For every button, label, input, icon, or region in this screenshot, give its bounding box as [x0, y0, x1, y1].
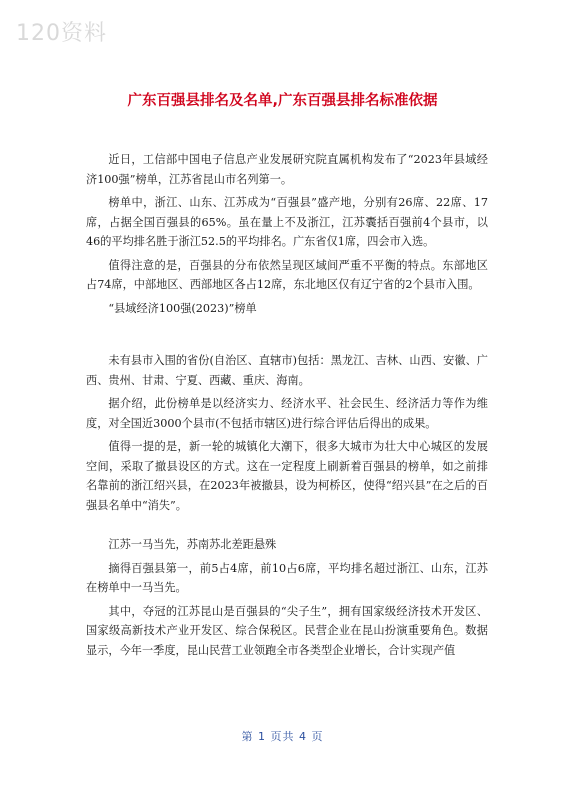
page-number: 第 1 页共 4 页	[241, 730, 324, 743]
document-body	[86, 150, 488, 664]
paragraph: 摘得百强县第一，前5占4席，前10占6席，平均排名超过浙江、山东，江苏在榜单中一马当先。	[86, 561, 488, 594]
paragraph: 近日，工信部中国电子信息产业发展研究院直属机构发布了“2023年县域经济100强”榜单，江苏省昆山市名列第一。	[86, 153, 488, 186]
paragraph: 榜单中，浙江、山东、江苏成为“百强县”盛产地，分别有26席、22席、17席，占据全国百强县的65%。虽在量上不及浙江，江苏囊括百强前4个县市，以46的平均排名胜于浙江52.5的平均排名。广东省仅1席，四会市入选。	[86, 196, 488, 248]
paragraph: 值得一提的是，新一轮的城镇化大潮下，很多大城市为壮大中心城区的发展空间，采取了撤县设区的方式。这在一定程度上刷新着百强县的榜单，如之前排名靠前的浙江绍兴县，在2023年被撤县，设为柯桥区，使得“绍兴县”在之后的百强县名单中“消失”。	[86, 440, 488, 512]
paragraph: 值得注意的是，百强县的分布依然呈现区域间严重不平衡的特点。东部地区占74席，中部地区、西部地区各占12席，东北地区仅有辽宁省的2个县市入围。	[86, 258, 488, 291]
paragraph: 未有县市入围的省份(自治区、直辖市)包括：黑龙江、吉林、山西、安徽、广西、贵州、甘肃、宁夏、西藏、重庆、海南。	[86, 354, 488, 387]
blank-space	[86, 322, 488, 351]
blank-space	[86, 519, 488, 535]
paragraph: 其中，夺冠的江苏昆山是百强县的“尖子生”，拥有国家级经济技术开发区、国家级高新技术产业开发区、综合保税区。民营企业在昆山扮演重要角色。数据显示，今年一季度，昆山民营工业领跑全市各类型企业增长，合计实现产值	[86, 604, 488, 657]
watermark-logo: 120资料	[16, 21, 107, 46]
section-heading: 江苏一马当先，苏南苏北差距悬殊	[108, 538, 277, 551]
list-caption: “县域经济100强(2023)”榜单	[108, 301, 257, 315]
paragraph: 据介绍，此份榜单是以经济实力、经济水平、社会民生、经济活力等作为维度，对全国近3000个县市(不包括市辖区)进行综合评估后得出的成果。	[86, 397, 488, 430]
document-title: 广东百强县排名及名单,广东百强县排名标准依据	[127, 93, 438, 109]
